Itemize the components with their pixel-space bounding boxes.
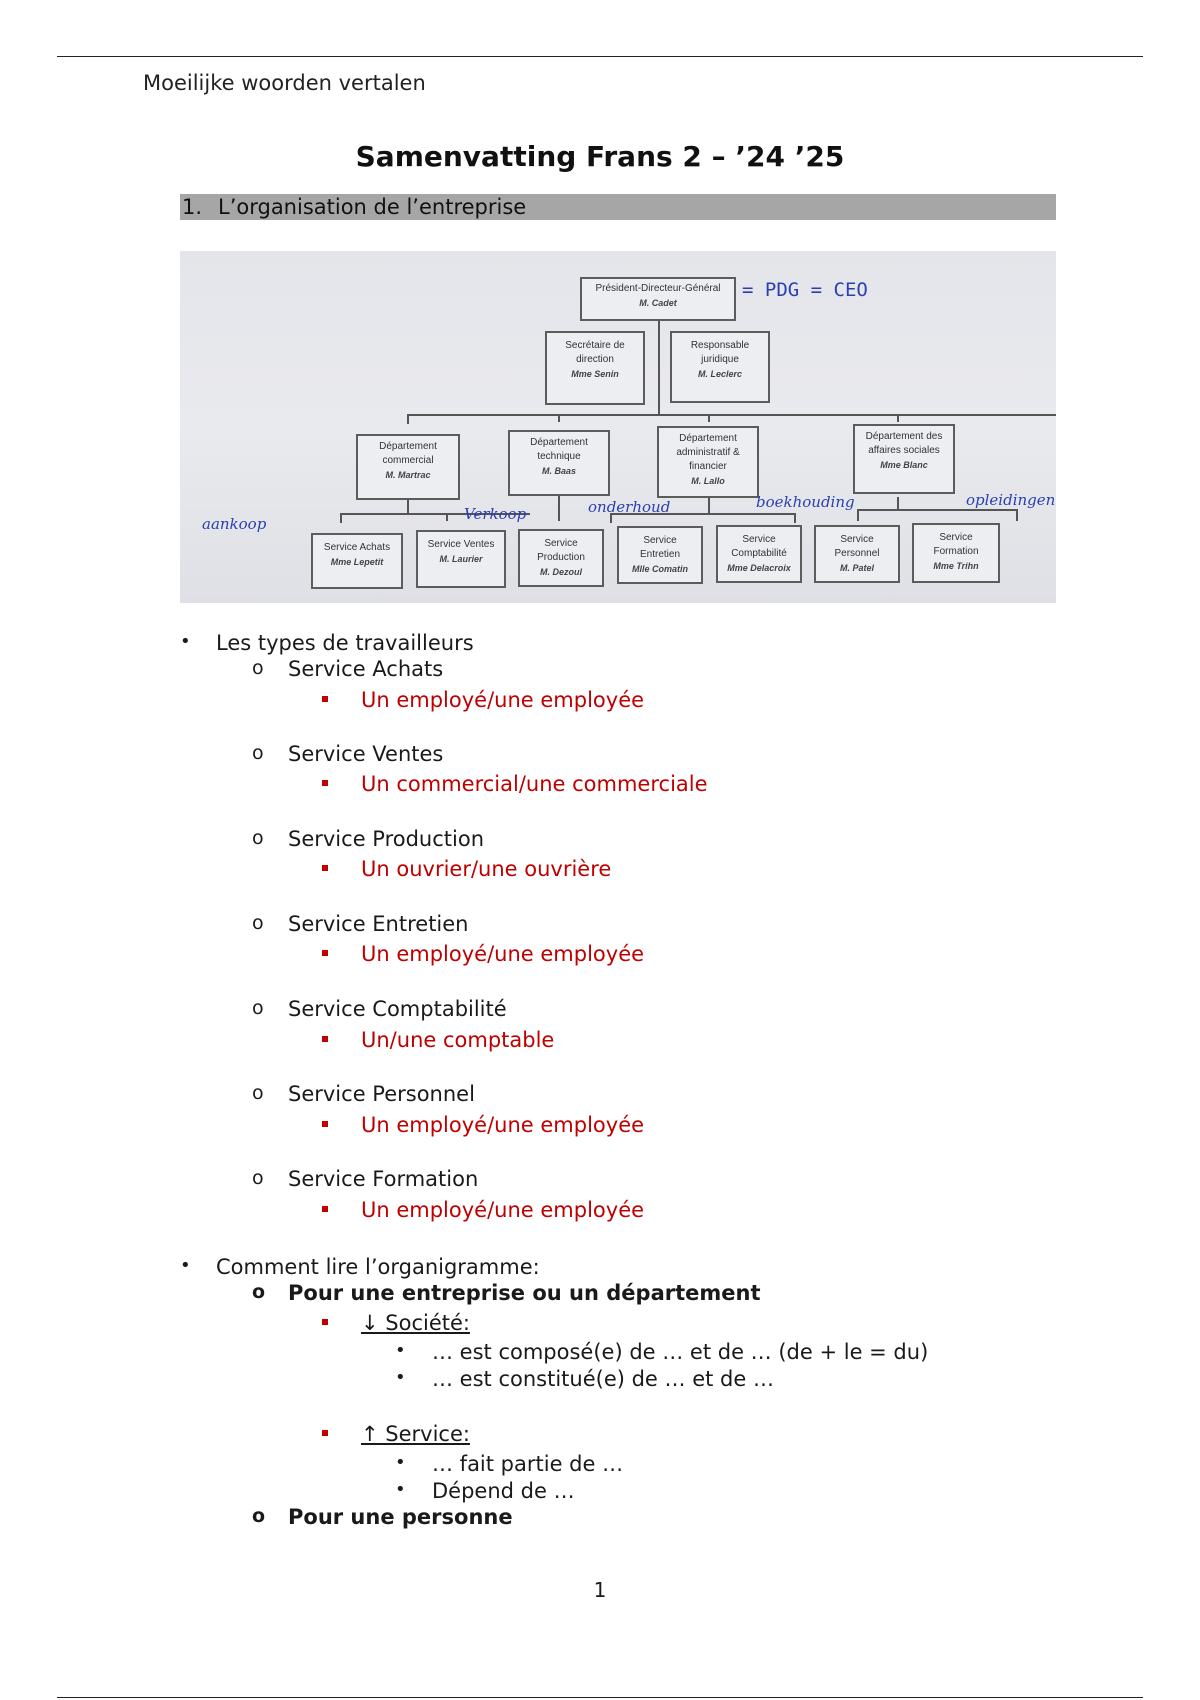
note-verkoop: Verkoop (464, 505, 527, 523)
worker-type: Un ouvrier/une ouvrière (361, 857, 612, 881)
note-onderhoud: onderhoud (588, 498, 671, 516)
bullet-dot-icon: • (395, 1452, 406, 1473)
worker-type: Un employé/une employée (361, 688, 645, 712)
square-bullet-icon (322, 696, 328, 702)
orgchart-service-achats (311, 533, 403, 589)
orgchart-secretary-box (545, 331, 645, 405)
orgchart-dept-admin (657, 426, 759, 498)
orgchart-ceo-person: M. Cadet (639, 298, 677, 308)
orgchart-dept-social (853, 424, 955, 494)
list-item (322, 1113, 644, 1137)
list-item (322, 772, 708, 796)
circle-bullet-icon: o (252, 1505, 266, 1527)
service-person: M. Dezoul (540, 567, 582, 577)
list-item (252, 827, 484, 851)
note-boekhouding: boekhouding (756, 493, 855, 511)
bullet-reading (180, 1255, 540, 1279)
bullet-dot-icon: • (180, 1255, 191, 1276)
square-bullet-icon (322, 1036, 328, 1042)
header-rule (57, 56, 1143, 57)
dept-person: M. Baas (541, 466, 576, 476)
dept-person: Mme Blanc (880, 460, 928, 470)
list-item (252, 657, 443, 681)
worker-type: Un employé/une employée (361, 1113, 645, 1137)
list-item (252, 912, 469, 936)
square-bullet-icon (322, 950, 328, 956)
orgchart-service-ventes (416, 530, 506, 588)
orgchart-service-comptabilite (716, 525, 802, 583)
service-name: Service Production (288, 827, 485, 851)
orgchart-service-production (518, 529, 604, 587)
note-aankoop: aankoop (202, 515, 267, 533)
list-item (395, 1479, 575, 1503)
worker-type: Un employé/une employée (361, 1198, 645, 1222)
service-person: M. Laurier (439, 554, 483, 564)
service-name: Service Comptabilité (288, 997, 507, 1021)
circle-bullet-icon: o (252, 1281, 266, 1303)
list-item (322, 1311, 470, 1335)
orgchart-service-entretien (617, 526, 703, 584)
service-line: … fait partie de … (432, 1452, 624, 1476)
bullet-types (180, 631, 474, 655)
square-bullet-icon (322, 1430, 328, 1436)
dept-person: M. Lallo (691, 476, 725, 486)
orgchart-ceo-role: Président-Directeur-Général (595, 283, 721, 294)
square-bullet-icon (322, 1206, 328, 1212)
orgchart-legal-person: M. Leclerc (697, 369, 743, 379)
list-item (252, 1505, 513, 1529)
societe-label: ↓ Société: (361, 1311, 470, 1335)
footer-rule (57, 1697, 1143, 1698)
service-name: Service Formation (288, 1167, 479, 1191)
document-title: Samenvatting Frans 2 – ’24 ’25 (355, 140, 845, 173)
circle-bullet-icon: o (252, 742, 264, 764)
section-heading (180, 194, 1056, 220)
list-item (322, 1422, 470, 1446)
circle-bullet-icon: o (252, 997, 264, 1019)
list-item (322, 942, 644, 966)
service-role: Service Personnel (834, 534, 880, 559)
list-item (395, 1452, 623, 1476)
societe-line: … est composé(e) de … et de … (de + le = du) (432, 1340, 929, 1364)
dept-role: Département administratif & financier (676, 433, 740, 472)
orgchart-secretary-role: Secrétaire de direction (565, 340, 625, 365)
service-role: Service Achats (323, 542, 391, 553)
bullet-dot-icon: • (180, 631, 191, 652)
square-bullet-icon (322, 1319, 328, 1325)
circle-bullet-icon: o (252, 1082, 264, 1104)
service-role: Service Ventes (427, 539, 495, 550)
service-line: Dépend de … (432, 1479, 575, 1503)
orgchart-secretary-person: Mme Senin (571, 369, 619, 379)
square-bullet-icon (322, 865, 328, 871)
square-bullet-icon (322, 780, 328, 786)
societe-line: … est constitué(e) de … et de … (432, 1367, 774, 1391)
bullet-dot-icon: • (395, 1367, 406, 1388)
orgchart-dept-commercial (356, 434, 460, 500)
list-item (395, 1340, 928, 1364)
reading-person-label: Pour une personne (288, 1505, 513, 1529)
service-name: Service Achats (288, 657, 444, 681)
note-pdg: = PDG = CEO (742, 279, 868, 301)
service-label: ↑ Service: (361, 1422, 470, 1446)
orgchart-service-formation (912, 523, 1000, 583)
list-item (322, 1028, 554, 1052)
orgchart-dept-technique (508, 430, 610, 496)
orgchart-photo (180, 251, 1056, 603)
types-heading: Les types de travailleurs (216, 631, 474, 655)
orgchart-ceo-box (580, 277, 736, 321)
service-person: Mme Lepetit (330, 557, 384, 567)
list-item (252, 1281, 761, 1305)
list-item (252, 742, 443, 766)
orgchart-service-personnel (814, 525, 900, 583)
service-person: Mlle Comatin (631, 564, 688, 574)
reading-company-label: Pour une entreprise ou un département (288, 1281, 761, 1305)
list-item (322, 1198, 644, 1222)
worker-type: Un/une comptable (361, 1028, 555, 1052)
orgchart-legal-role: Responsable juridique (690, 340, 750, 365)
list-item (395, 1367, 774, 1391)
dept-role: Département des affaires sociales (865, 431, 943, 456)
service-role: Service Formation (933, 532, 979, 557)
page-header: Moeilijke woorden vertalen (143, 71, 426, 95)
dept-person: M. Martrac (385, 470, 431, 480)
list-item (252, 997, 507, 1021)
service-person: M. Patel (839, 563, 874, 573)
bullet-dot-icon: • (395, 1479, 406, 1500)
section-title: L’organisation de l’entreprise (218, 195, 527, 219)
service-name: Service Entretien (288, 912, 469, 936)
orgchart-legal-box (670, 331, 770, 403)
circle-bullet-icon: o (252, 657, 264, 679)
page-number: 1 (593, 1578, 607, 1602)
worker-type: Un employé/une employée (361, 942, 645, 966)
circle-bullet-icon: o (252, 827, 264, 849)
service-role: Service Production (537, 538, 585, 563)
note-opleidingen: opleidingen (966, 491, 1056, 509)
circle-bullet-icon: o (252, 912, 264, 934)
list-item (322, 688, 644, 712)
reading-heading: Comment lire l’organigramme: (216, 1255, 540, 1279)
service-person: Mme Trihn (933, 561, 979, 571)
service-name: Service Ventes (288, 742, 444, 766)
section-number: 1. (182, 195, 203, 219)
dept-role: Département technique (530, 437, 588, 462)
list-item (322, 857, 611, 881)
service-role: Service Entretien (639, 535, 681, 560)
service-role: Service Comptabilité (731, 534, 787, 559)
list-item (252, 1167, 478, 1191)
service-name: Service Personnel (288, 1082, 475, 1106)
dept-role: Département commercial (379, 441, 437, 466)
service-person: Mme Delacroix (727, 563, 791, 573)
worker-type: Un commercial/une commerciale (361, 772, 708, 796)
circle-bullet-icon: o (252, 1167, 264, 1189)
square-bullet-icon (322, 1121, 328, 1127)
list-item (252, 1082, 475, 1106)
bullet-dot-icon: • (395, 1340, 406, 1361)
